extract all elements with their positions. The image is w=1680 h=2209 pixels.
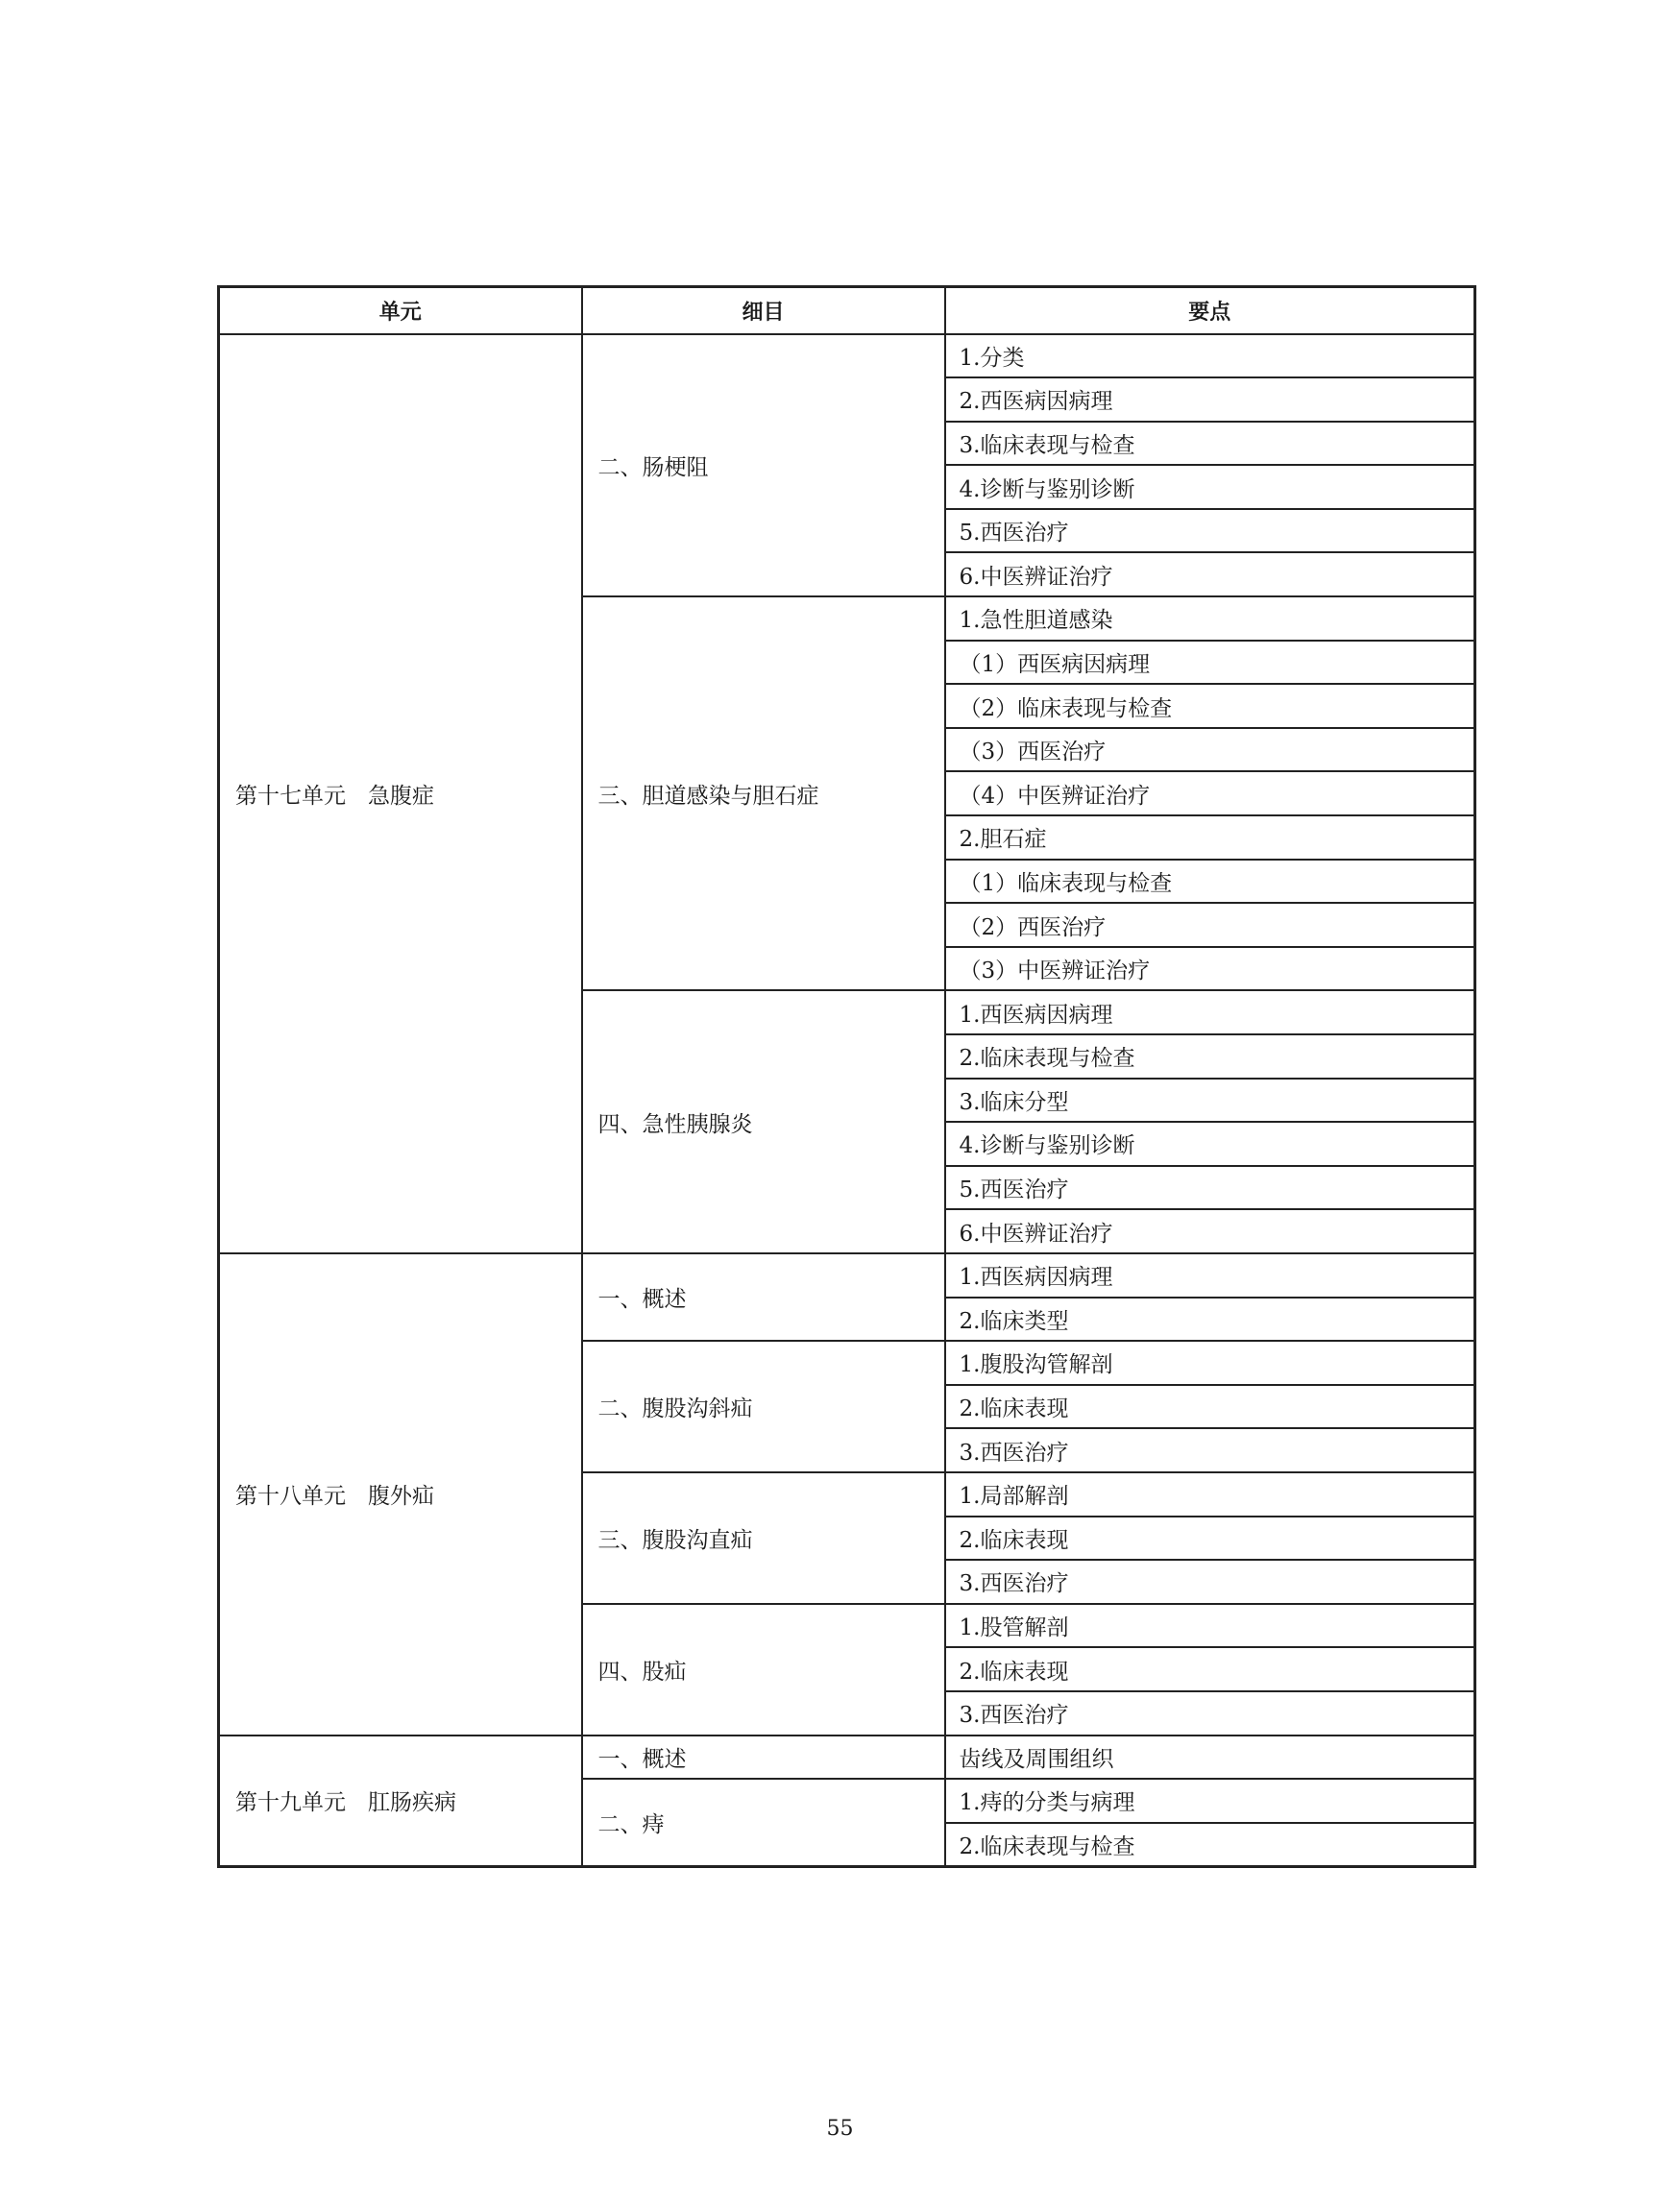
- item-cell: 四、股疝: [582, 1604, 945, 1736]
- point-cell: 1.股管解剖: [945, 1604, 1475, 1648]
- point-cell: 1.分类: [945, 334, 1475, 378]
- unit-cell: 第十七单元 急腹症: [219, 334, 582, 1253]
- point-cell: 2.临床表现: [945, 1647, 1475, 1691]
- point-cell: 1.腹股沟管解剖: [945, 1341, 1475, 1385]
- table-row: [219, 334, 1475, 378]
- point-cell: 1.西医病因病理: [945, 990, 1475, 1034]
- unit-cell: 第十八单元 腹外疝: [219, 1253, 582, 1736]
- syllabus-table: [217, 285, 1476, 1868]
- point-cell: （2）西医治疗: [945, 903, 1475, 947]
- point-cell: （3）中医辨证治疗: [945, 947, 1475, 991]
- item-cell: 一、概述: [582, 1253, 945, 1341]
- header-item: 细目: [582, 287, 945, 334]
- table-row: [219, 1736, 1475, 1780]
- header-points: 要点: [945, 287, 1475, 334]
- point-cell: 2.临床表现与检查: [945, 1034, 1475, 1079]
- point-cell: 3.西医治疗: [945, 1428, 1475, 1472]
- point-cell: 6.中医辨证治疗: [945, 552, 1475, 596]
- header-unit: 单元: [219, 287, 582, 334]
- point-cell: 2.临床类型: [945, 1298, 1475, 1342]
- point-cell: 3.西医治疗: [945, 1691, 1475, 1736]
- point-cell: 2.胆石症: [945, 815, 1475, 860]
- point-cell: 2.临床表现: [945, 1385, 1475, 1429]
- table-body: [219, 334, 1475, 1867]
- point-cell: （2）临床表现与检查: [945, 684, 1475, 728]
- item-cell: 二、腹股沟斜疝: [582, 1341, 945, 1472]
- item-cell: 二、痔: [582, 1779, 945, 1866]
- point-cell: （1）西医病因病理: [945, 641, 1475, 685]
- point-cell: （1）临床表现与检查: [945, 860, 1475, 904]
- item-cell: 三、胆道感染与胆石症: [582, 596, 945, 990]
- table-header-row: [219, 287, 1475, 334]
- point-cell: 2.西医病因病理: [945, 377, 1475, 422]
- point-cell: 齿线及周围组织: [945, 1736, 1475, 1780]
- point-cell: 1.急性胆道感染: [945, 596, 1475, 641]
- point-cell: 1.局部解剖: [945, 1472, 1475, 1517]
- point-cell: 5.西医治疗: [945, 509, 1475, 553]
- point-cell: 1.痔的分类与病理: [945, 1779, 1475, 1823]
- point-cell: 5.西医治疗: [945, 1166, 1475, 1210]
- point-cell: （3）西医治疗: [945, 728, 1475, 772]
- point-cell: 4.诊断与鉴别诊断: [945, 1122, 1475, 1166]
- point-cell: 6.中医辨证治疗: [945, 1209, 1475, 1253]
- point-cell: 3.临床分型: [945, 1079, 1475, 1123]
- point-cell: 2.临床表现与检查: [945, 1823, 1475, 1867]
- item-cell: 三、腹股沟直疝: [582, 1472, 945, 1604]
- point-cell: （4）中医辨证治疗: [945, 771, 1475, 815]
- item-cell: 二、肠梗阻: [582, 334, 945, 597]
- item-cell: 四、急性胰腺炎: [582, 990, 945, 1253]
- unit-cell: 第十九单元 肛肠疾病: [219, 1736, 582, 1867]
- point-cell: 1.西医病因病理: [945, 1253, 1475, 1298]
- page-number: 55: [826, 2117, 854, 2141]
- point-cell: 4.诊断与鉴别诊断: [945, 465, 1475, 509]
- item-cell: 一、概述: [582, 1736, 945, 1780]
- point-cell: 2.临床表现: [945, 1517, 1475, 1561]
- point-cell: 3.西医治疗: [945, 1560, 1475, 1604]
- point-cell: 3.临床表现与检查: [945, 422, 1475, 466]
- table-row: [219, 1253, 1475, 1298]
